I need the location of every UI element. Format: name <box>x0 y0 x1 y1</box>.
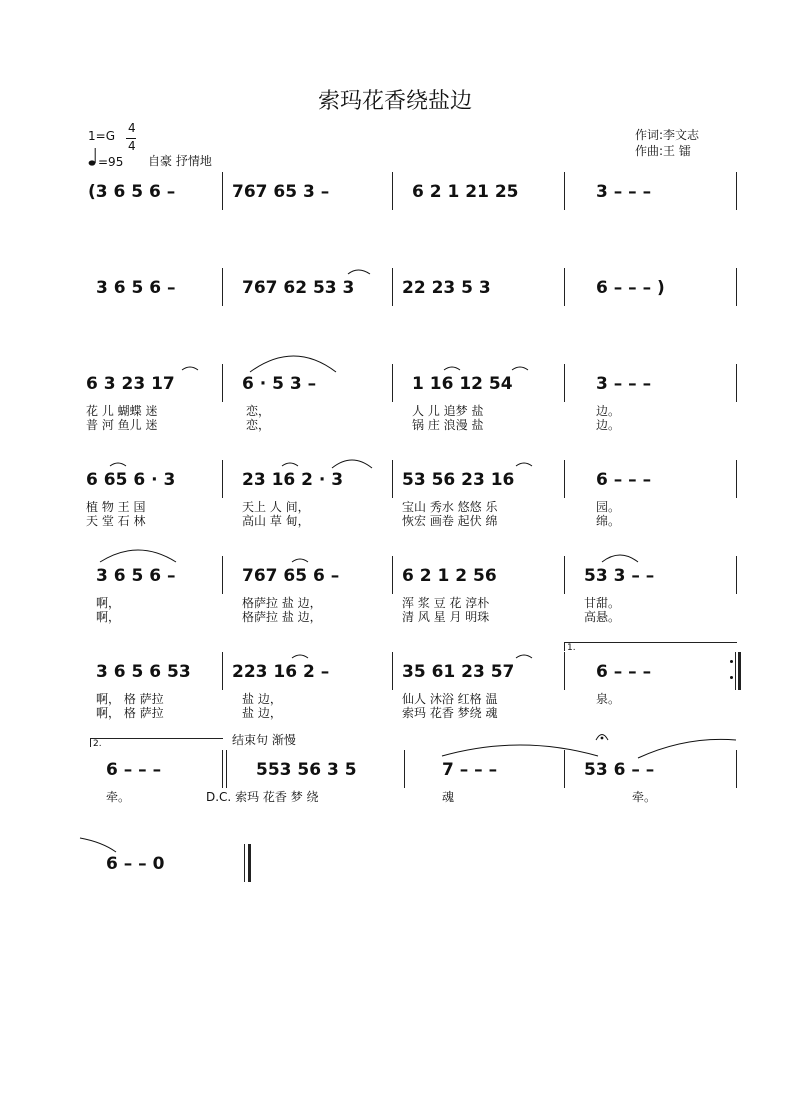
lyric-line-1 <box>86 690 740 705</box>
notes-row <box>86 182 740 208</box>
time-signature-bottom: 4 <box>128 139 136 153</box>
measure-3: 1 16 12 54 <box>412 374 513 394</box>
tempo: =95 <box>98 155 124 169</box>
lyric-line-1 <box>86 788 740 803</box>
lyric: 园。 <box>596 500 621 514</box>
time-signature-top: 4 <box>128 121 136 135</box>
barline <box>564 268 565 306</box>
lyric-line-2 <box>86 512 740 527</box>
lyric: 边。 <box>596 418 621 432</box>
barline <box>222 364 223 402</box>
measure-4: 53 3 – – <box>584 566 655 586</box>
measure-4: 6 – – – <box>596 662 652 682</box>
lyric: 花 儿 蝴蝶 迷 <box>86 404 158 418</box>
second-ending-label: 2. <box>93 739 102 749</box>
barline <box>222 750 223 788</box>
measure-4: 3 – – – <box>596 182 652 202</box>
system-1 <box>86 182 740 222</box>
slur-marks <box>86 278 740 318</box>
lyric: 宝山 秀水 悠悠 乐 <box>402 500 498 514</box>
barline <box>222 460 223 498</box>
system-6 <box>86 643 740 722</box>
second-ending-bracket <box>90 738 223 747</box>
lyric: 绵。 <box>596 514 621 528</box>
lyric: 恋， <box>246 404 271 418</box>
measure-3: 6 2 1 2 56 <box>402 566 497 586</box>
measure-4: 3 – – – <box>596 374 652 394</box>
repeat-dot <box>730 660 733 663</box>
fermata-icon <box>594 730 610 742</box>
lyric: 恋， <box>246 418 271 432</box>
slur-marks <box>86 854 740 894</box>
barline <box>735 652 736 690</box>
measure-2: 767 65 6 – <box>242 566 340 586</box>
repeat-dot <box>730 676 733 679</box>
coda-instruction: 结束句 渐慢 <box>232 733 296 747</box>
first-ending-bracket <box>564 642 737 651</box>
barline <box>392 364 393 402</box>
lyric: 泉。 <box>596 692 621 706</box>
lyric: 锅 庄 浪漫 盐 <box>412 418 484 432</box>
lyric: 格萨拉 盐 边， <box>242 596 322 610</box>
system-4 <box>86 470 740 530</box>
lyric-line-1 <box>86 498 740 513</box>
measure-3: 6 2 1 21 25 <box>412 182 519 202</box>
barline <box>564 750 565 788</box>
lyric: 啊， <box>96 596 121 610</box>
lyric: 牵。 <box>632 790 657 804</box>
barline <box>736 268 737 306</box>
system-8 <box>86 854 740 884</box>
measure-1: 3 6 5 6 – <box>96 566 176 586</box>
lyric: 啊， 格 萨拉 <box>96 706 164 720</box>
system-5 <box>86 566 740 626</box>
lyric: 魂 <box>442 790 455 804</box>
lyric-line-1 <box>86 402 740 417</box>
measure-3: 7 – – – <box>442 760 498 780</box>
barline <box>564 556 565 594</box>
key-signature: 1=G <box>88 129 115 143</box>
barline <box>222 268 223 306</box>
barline <box>736 460 737 498</box>
measure-2: 767 62 53 3 <box>242 278 355 298</box>
barline <box>564 172 565 210</box>
first-ending-label: 1. <box>567 643 576 653</box>
lyric: 边。 <box>596 404 621 418</box>
barline <box>736 556 737 594</box>
expression-mark: 自豪 抒情地 <box>148 154 212 168</box>
lyric: 浑 浆 豆 花 淳朴 <box>402 596 490 610</box>
lyric: 啊， <box>96 610 121 624</box>
lyricist-credit: 作词:李文志 <box>635 128 700 142</box>
lyric: 仙人 沐浴 红格 温 <box>402 692 498 706</box>
lyric: 恢宏 画卷 起伏 绵 <box>402 514 498 528</box>
system-3 <box>86 374 740 434</box>
lyric: 盐 边， <box>242 706 282 720</box>
lyric: 人 儿 追梦 盐 <box>412 404 484 418</box>
lyric: 天 堂 石 林 <box>86 514 146 528</box>
measure-4: 6 – – – ) <box>596 278 665 298</box>
barline <box>226 750 227 788</box>
repeat-barline <box>738 652 741 690</box>
measure-2: 767 65 3 – <box>232 182 330 202</box>
lyric-line-2 <box>86 416 740 431</box>
measure-1: 6 – – – <box>106 760 162 780</box>
measure-2: 223 16 2 – <box>232 662 330 682</box>
measure-3: 22 23 5 3 <box>402 278 491 298</box>
barline <box>564 652 565 690</box>
lyric: D.C. 索玛 花香 梦 绕 <box>206 790 319 804</box>
measure-4: 6 – – – <box>596 470 652 490</box>
lyric-line-2 <box>86 608 740 623</box>
measure-4: 53 6 – – <box>584 760 655 780</box>
final-barline <box>248 844 251 882</box>
system-2 <box>86 278 740 318</box>
lyric: 高山 草 甸， <box>242 514 310 528</box>
lyric: 普 河 鱼儿 迷 <box>86 418 158 432</box>
lyric: 植 物 王 国 <box>86 500 146 514</box>
page-title: 索玛花香绕盐边 <box>317 89 472 114</box>
quarter-note-icon <box>88 146 98 168</box>
measure-1: (3 6 5 6 – <box>88 182 176 202</box>
barline <box>564 364 565 402</box>
barline <box>564 460 565 498</box>
barline <box>736 364 737 402</box>
barline <box>222 172 223 210</box>
barline <box>392 268 393 306</box>
measure-2: 6 · 5 3 – <box>242 374 317 394</box>
barline <box>222 652 223 690</box>
lyric: 盐 边， <box>242 692 282 706</box>
barline <box>736 172 737 210</box>
lyric: 天上 人 间， <box>242 500 310 514</box>
measure-3: 35 61 23 57 <box>402 662 515 682</box>
lyric: 牵。 <box>106 790 131 804</box>
barline <box>222 556 223 594</box>
lyric: 甘甜。 <box>584 596 621 610</box>
measure-1: 3 6 5 6 – <box>96 278 176 298</box>
measure-2: 553 56 3 5 <box>256 760 357 780</box>
measure-1: 3 6 5 6 53 <box>96 662 191 682</box>
lyric: 格萨拉 盐 边， <box>242 610 322 624</box>
measure-2: 23 16 2 · 3 <box>242 470 344 490</box>
lyric: 高悬。 <box>584 610 621 624</box>
measure-3: 53 56 23 16 <box>402 470 515 490</box>
measure-1: 6 3 23 17 <box>86 374 175 394</box>
measure-1: 6 65 6 · 3 <box>86 470 176 490</box>
system-7 <box>86 733 740 810</box>
lyric-line-2 <box>86 704 740 719</box>
lyric: 啊， 格 萨拉 <box>96 692 164 706</box>
lyric: 清 风 星 月 明珠 <box>402 610 490 624</box>
composer-credit: 作曲:王 镭 <box>635 144 691 158</box>
barline <box>736 750 737 788</box>
lyric-line-1 <box>86 594 740 609</box>
barline <box>244 844 245 882</box>
barline <box>392 172 393 210</box>
barline <box>404 750 405 788</box>
barline <box>392 652 393 690</box>
measure-1: 6 – – 0 <box>106 854 165 874</box>
barline <box>392 460 393 498</box>
lyric: 索玛 花香 梦绕 魂 <box>402 706 498 720</box>
barline <box>392 556 393 594</box>
